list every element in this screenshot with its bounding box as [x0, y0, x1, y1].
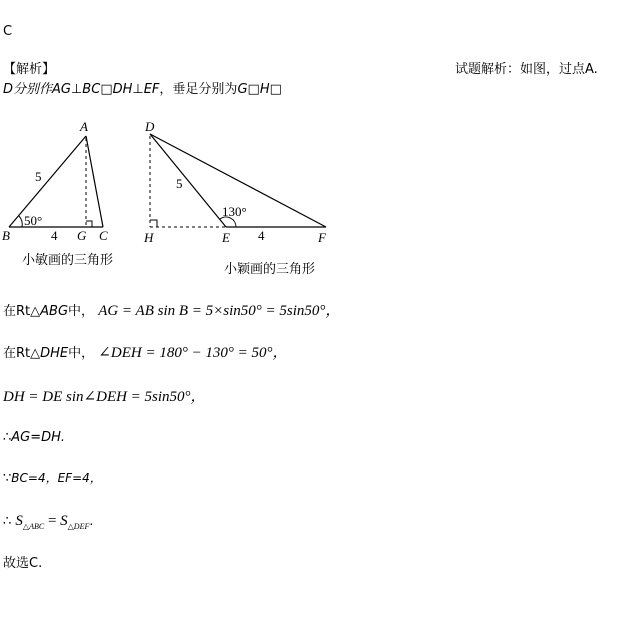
side-ac [86, 136, 103, 227]
left-triangle [2, 119, 108, 243]
because-symbol: ∵ [3, 471, 12, 486]
label-c: C [99, 228, 108, 243]
conclusion: 故选C. [3, 556, 43, 571]
perp-text-5: G [237, 82, 248, 97]
right-angle-g [86, 221, 92, 227]
step-2 [3, 344, 288, 363]
label-g: G [77, 228, 87, 243]
perp-sep-1: □ [100, 82, 113, 97]
area-s-1: S [15, 513, 23, 529]
perp-text-6: H [259, 82, 270, 97]
step-5 [3, 470, 102, 487]
label-f: F [318, 230, 326, 245]
label-side-ab: 5 [35, 169, 42, 184]
analysis-label: 【解析】 [3, 62, 56, 77]
label-b: B [2, 228, 10, 243]
perp-sep-2: □ [247, 82, 260, 97]
step2-prefix: 在Rt△ [3, 346, 41, 361]
label-angle-b: 50° [24, 213, 43, 228]
step-4 [3, 430, 65, 446]
step3-formula: DH = DE sin∠DEH = 5sin50°， [3, 389, 206, 405]
step4-text: AG=DH. [11, 430, 66, 445]
label-a: A [80, 119, 88, 134]
area-s-2: S [60, 513, 68, 529]
label-side-bg: 4 [51, 228, 58, 243]
step-1 [3, 302, 340, 321]
area-sub-1: △ABC [22, 522, 45, 531]
right-angle-h [150, 220, 157, 227]
perp-sep-3: □ [269, 82, 282, 97]
step5-text: BC=4，EF=4， [11, 471, 102, 485]
step1-formula: AG = AB sin B = 5×sin50° = 5sin50°， [98, 303, 341, 319]
step1-mid: 中， [68, 304, 95, 319]
perp-text-2: AG⊥BC [52, 82, 101, 97]
area-def [60, 513, 89, 529]
answer-letter: C [3, 24, 13, 39]
area-end: . [89, 514, 94, 528]
label-e: E [222, 230, 230, 245]
left-caption: 小敏画的三角形 [22, 253, 114, 268]
side-ab [9, 136, 86, 227]
therefore-symbol-2: ∴ [3, 514, 12, 529]
right-caption: 小颖画的三角形 [224, 262, 316, 277]
angle-arc-b [19, 216, 22, 227]
step1-tri: ABG [40, 304, 69, 319]
step-6 [3, 512, 93, 536]
right-triangle [143, 119, 327, 245]
label-d: D [145, 119, 155, 134]
side-de [150, 134, 226, 227]
label-h: H [144, 230, 154, 245]
perp-text-4: ，垂足分别为 [159, 82, 238, 97]
therefore-symbol: ∴ [3, 430, 12, 445]
step-3 [3, 388, 206, 407]
area-abc [15, 513, 44, 529]
perp-text-1: D分别作 [3, 82, 53, 97]
label-side-ef: 4 [258, 228, 265, 243]
area-sub-2: △DEF [67, 522, 90, 531]
perp-text-3: DH⊥EF [112, 82, 160, 97]
step2-formula: ∠DEH = 180° − 130° = 50°， [98, 345, 288, 361]
step2-mid: 中， [68, 346, 95, 361]
step1-prefix: 在Rt△ [3, 304, 41, 319]
label-side-de: 5 [176, 176, 183, 191]
step2-tri: DHE [40, 346, 69, 361]
label-angle-e: 130° [222, 204, 247, 219]
area-eq: = [44, 513, 61, 529]
analysis-intro: 试题解析：如图，过点A. [455, 62, 598, 77]
